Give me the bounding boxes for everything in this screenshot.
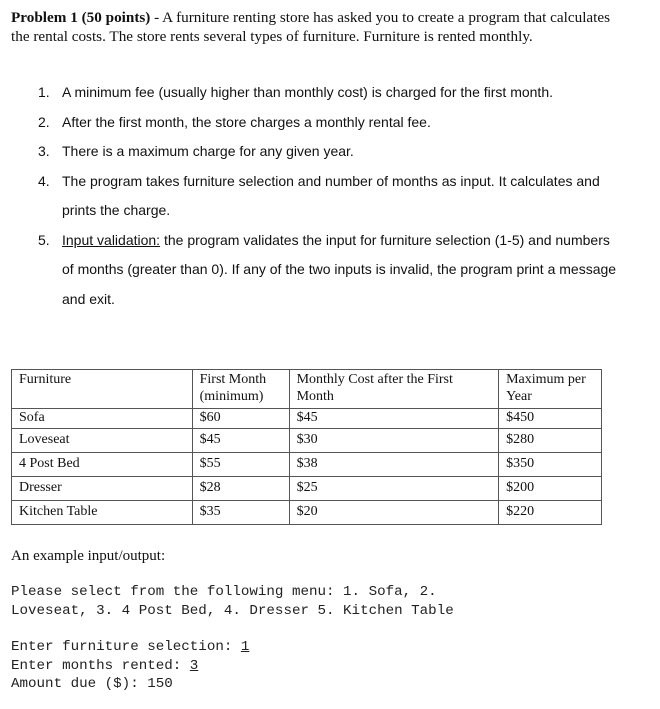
table-row: [12, 501, 602, 525]
prompt-selection: Enter furniture selection:: [11, 639, 241, 655]
input-selection-value: 1: [240, 639, 250, 655]
header-max-year: Maximum per Year: [499, 370, 602, 409]
pricing-table: [11, 369, 602, 525]
cell-first-month: $45: [192, 429, 289, 453]
list-text: After the first month, the store charges a monthly rental fee.: [62, 113, 431, 130]
requirements-list: [38, 78, 618, 314]
cell-furniture: Dresser: [12, 477, 193, 501]
list-item: [38, 167, 618, 226]
list-number: 2.: [38, 113, 50, 130]
cell-max-year: $350: [499, 453, 602, 477]
header-first-month: First Month (minimum): [192, 370, 289, 409]
cell-furniture: Sofa: [12, 409, 193, 429]
list-number: 5.: [38, 231, 50, 248]
amount-due-line: Amount due ($): 150: [11, 676, 173, 692]
table-header-row: [12, 370, 602, 409]
cell-first-month: $28: [192, 477, 289, 501]
prompt-months: Enter months rented:: [11, 657, 190, 674]
list-number: 1.: [38, 84, 50, 100]
table-row: [12, 429, 602, 453]
cell-monthly-cost: $30: [289, 429, 499, 453]
list-item: [38, 108, 618, 138]
problem-title: Problem 1 (50 points): [11, 9, 151, 26]
list-number: 4.: [38, 172, 50, 189]
cell-first-month: $60: [192, 409, 289, 429]
table-row: [12, 453, 602, 477]
cell-monthly-cost: $25: [289, 477, 499, 501]
input-months-value: 3: [189, 657, 199, 674]
input-validation-label: Input validation:: [62, 231, 161, 248]
list-item: [38, 226, 618, 315]
cell-furniture: 4 Post Bed: [12, 453, 193, 477]
example-io: [11, 638, 249, 694]
cell-first-month: $35: [192, 501, 289, 525]
list-text: A minimum fee (usually higher than monthly cost) is charged for the first month.: [62, 84, 553, 100]
menu-line-2: Loveseat, 3. 4 Post Bed, 4. Dresser 5. Kitchen Table: [11, 602, 454, 619]
header-furniture: Furniture: [12, 370, 193, 409]
cell-monthly-cost: $45: [289, 409, 499, 429]
problem-intro: [11, 8, 611, 46]
menu-line-1: Please select from the following menu: 1. Sofa, 2.: [11, 584, 437, 600]
table-row: [12, 477, 602, 501]
list-text: There is a maximum charge for any given year.: [62, 143, 354, 159]
cell-max-year: $450: [499, 409, 602, 429]
cell-max-year: $200: [499, 477, 602, 501]
table-row: [12, 409, 602, 429]
cell-furniture: Loveseat: [12, 429, 193, 453]
cell-first-month: $55: [192, 453, 289, 477]
cell-max-year: $220: [499, 501, 602, 525]
cell-monthly-cost: $38: [289, 453, 499, 477]
cell-max-year: $280: [499, 429, 602, 453]
example-title: An example input/output:: [11, 548, 166, 564]
list-text: The program takes furniture selection and number of months as input. It calculates and prints the charge.: [62, 172, 600, 218]
list-text: the program validates the input for furniture selection (1-5) and numbers of months (greater than 0). If any of the two inputs is invalid, the program print a message and exit.: [62, 231, 617, 307]
example-menu: [11, 583, 454, 620]
header-monthly-cost: Monthly Cost after the First Month: [289, 370, 499, 409]
list-number: 3.: [38, 143, 50, 159]
cell-furniture: Kitchen Table: [12, 501, 193, 525]
cell-monthly-cost: $20: [289, 501, 499, 525]
list-item: [38, 137, 618, 167]
problem-description: - A furniture renting store has asked you to create a program that calculates the rental costs. The store rents several types of furniture. Furniture is rented monthly.: [11, 9, 611, 45]
list-item: [38, 78, 618, 108]
